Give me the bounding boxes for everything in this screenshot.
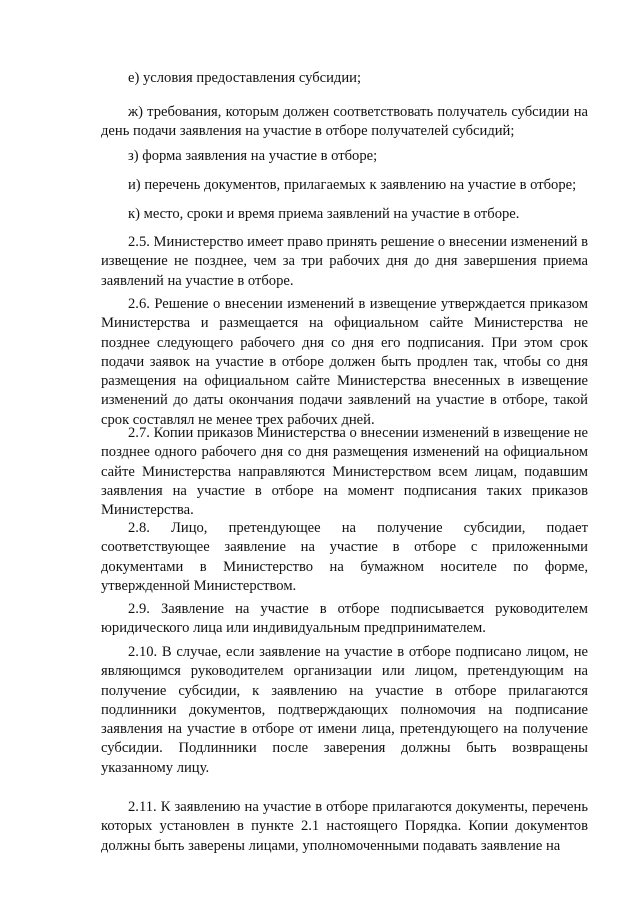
list-item-z: з) форма заявления на участие в отборе;: [128, 148, 378, 164]
paragraph-2-7: 2.7. Копии приказов Министерства о внесении изменений в извещение не позднее одного рабочего дня со дня размещения изменений на официальном сайте Министерства направляются Министерством всем лицам, подавшим заявления на участие в отборе на момент подписания таких приказов Министерства.: [101, 425, 588, 519]
paragraph-2-11: 2.11. К заявлению на участие в отборе прилагаются документы, перечень которых установлен в пункте 2.1 настоящего Порядка. Копии документов должны быть заверены лицами, уполномоченными подавать заявление на: [101, 799, 588, 854]
paragraph-2-6: 2.6. Решение о внесении изменений в извещение утверждается приказом Министерства и размещается на официальном сайте Министерства не позднее следующего рабочего дня со дня его подписания. При этом срок подачи заявок на участие в отборе должен быть продлен так, чтобы со дня размещения на официальном сайте Министерства внесенных в извещение изменений до даты окончания подачи заявлений на участие в отборе, такой срок составлял не менее трех рабочих дней.: [101, 296, 588, 428]
list-item-e: е) условия предоставления субсидии;: [128, 70, 362, 86]
paragraph-2-5: 2.5. Министерство имеет право принять решение о внесении изменений в извещение не позднее, чем за три рабочих дня до дня завершения приема заявлений на участие в отборе.: [101, 234, 588, 289]
paragraph-2-9: 2.9. Заявление на участие в отборе подписывается руководителем юридического лица или индивидуальным предпринимателем.: [101, 601, 588, 637]
list-item-zh: ж) требования, которым должен соответствовать получатель субсидии на день подачи заявления на участие в отборе получателей субсидий;: [101, 104, 588, 140]
list-item-i: и) перечень документов, прилагаемых к заявлению на участие в отборе;: [128, 177, 577, 193]
paragraph-2-10: 2.10. В случае, если заявление на участие в отборе подписано лицом, не являющимся руководителем организации или лицом, претендующим на получение субсидии, к заявлению на участие в отборе прилагаются подлинники документов, подтверждающих полномочия на подписание заявления на участие в отборе от имени лица, претендующего на получение субсидии. Подлинники после заверения должны быть возвращены указанному лицу.: [101, 644, 588, 776]
list-item-k: к) место, сроки и время приема заявлений на участие в отборе.: [128, 206, 520, 222]
paragraph-2-8: 2.8. Лицо, претендующее на получение субсидии, подает соответствующее заявление на участие в отборе с приложенными документами в Министерство на бумажном носителе по форме, утвержденной Министерством.: [101, 520, 588, 594]
